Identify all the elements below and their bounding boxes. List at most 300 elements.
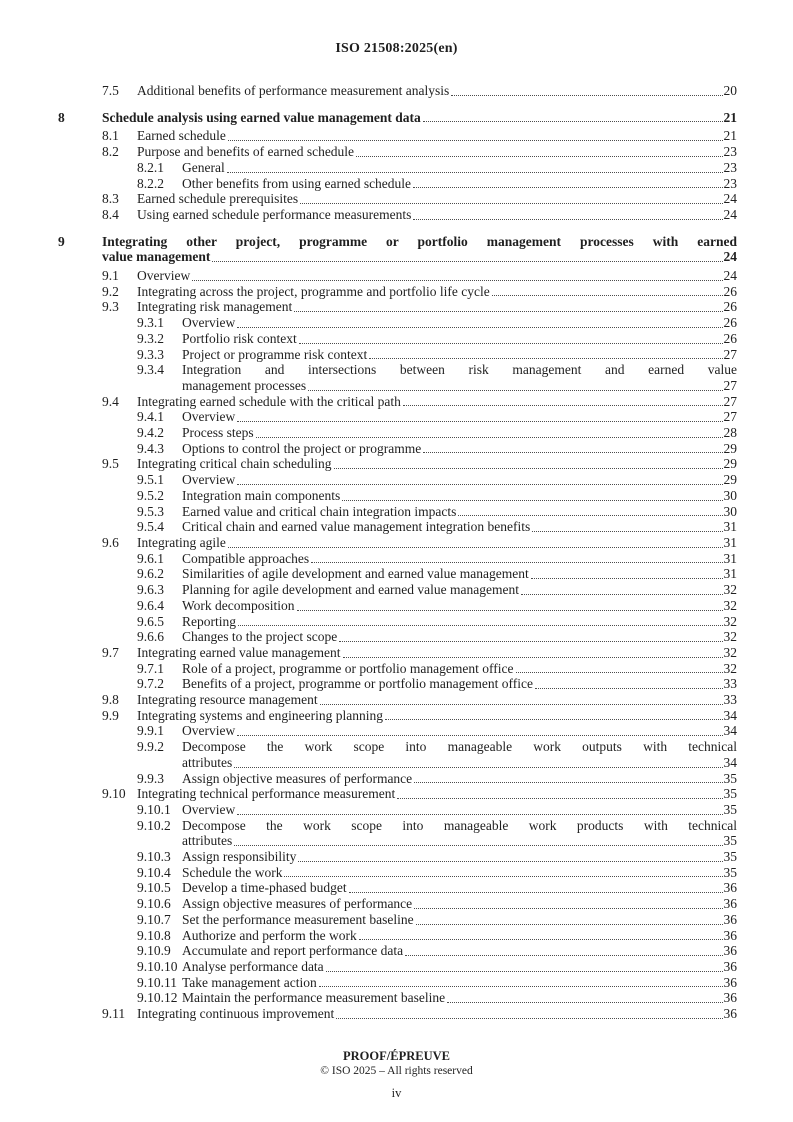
- toc-entry-last-line: [182, 504, 737, 520]
- toc-entry-title: Process steps: [182, 425, 254, 441]
- toc-entry-page: 23: [723, 175, 737, 191]
- toc-entry-number: 9.10.10: [137, 958, 178, 974]
- toc-entry-number: 9.3.3: [137, 346, 164, 362]
- toc-entry-body: [182, 160, 737, 176]
- toc-entry-last-line: [182, 943, 737, 959]
- dot-leader: [423, 452, 722, 453]
- toc-entry[interactable]: [58, 723, 737, 739]
- toc-entry-last-line: [182, 928, 737, 944]
- toc-entry-last-line: [182, 676, 737, 692]
- toc-entry-title: Assign objective measures of performance: [182, 896, 413, 912]
- toc-entry[interactable]: [58, 629, 737, 645]
- toc-entry[interactable]: [58, 425, 737, 441]
- toc-entry-page: 33: [723, 692, 737, 708]
- toc-entry[interactable]: [58, 409, 737, 425]
- toc-entry-number: 9.7.1: [137, 660, 164, 676]
- toc-entry-body: [137, 284, 737, 300]
- dot-leader: [535, 688, 723, 689]
- toc-entry[interactable]: [58, 234, 737, 265]
- toc-entry[interactable]: [58, 676, 737, 692]
- toc-entry-title: Set the performance measurement baseline: [182, 911, 414, 927]
- toc-entry-last-line: [182, 566, 737, 582]
- dot-leader: [414, 908, 722, 909]
- toc-entry-number: 8.2.1: [137, 159, 164, 175]
- toc-entry-title-line: Integration and intersections between risk management and earned value: [182, 362, 737, 378]
- toc-entry-body: [182, 614, 737, 630]
- toc-entry-body: [102, 110, 737, 126]
- toc-entry[interactable]: [58, 191, 737, 207]
- toc-entry-last-line: [182, 896, 737, 912]
- toc-entry-body: [137, 786, 737, 802]
- toc-entry-last-line: [137, 786, 737, 802]
- toc-entry-last-line: [182, 582, 737, 598]
- toc-entry-body: [182, 896, 737, 912]
- toc-entry-body: [182, 943, 737, 959]
- toc-entry-title-line: Decompose the work scope into manageable work products with technical: [182, 817, 737, 833]
- toc-entry-body: [137, 708, 737, 724]
- dot-leader: [326, 971, 723, 972]
- toc-entry-title: Integrating critical chain scheduling: [137, 456, 332, 472]
- toc-entry-body: [182, 990, 737, 1006]
- toc-entry-last-line: [182, 614, 737, 630]
- toc-entry-last-line: [182, 331, 737, 347]
- toc-entry[interactable]: [58, 818, 737, 849]
- toc-entry-number: 9.6.5: [137, 613, 164, 629]
- toc-entry-title: Overview: [182, 315, 236, 331]
- toc-entry-number: 8.2.2: [137, 175, 164, 191]
- toc-entry-title: General: [182, 159, 225, 175]
- toc-entry-page: 23: [723, 144, 737, 160]
- toc-entry-page: 35: [723, 849, 737, 865]
- toc-entry[interactable]: [58, 849, 737, 865]
- toc-entry-page: 29: [723, 472, 737, 488]
- toc-entry-last-line: [182, 990, 737, 1006]
- toc-entry-page: 24: [723, 249, 737, 265]
- toc-entry-last-line: [137, 692, 737, 708]
- toc-entry-page: 31: [723, 534, 737, 550]
- toc-entry-last-line: [182, 661, 737, 677]
- toc-entry-last-line: [182, 598, 737, 614]
- toc-entry-body: [182, 661, 737, 677]
- toc-entry-title: Using earned schedule performance measurements: [137, 206, 412, 222]
- dot-leader: [237, 421, 722, 422]
- toc-entry-number: 9.6.6: [137, 629, 164, 645]
- dot-leader: [308, 390, 722, 391]
- toc-entry[interactable]: [58, 110, 737, 126]
- toc-entry-number: 9.10.12: [137, 990, 178, 1006]
- toc-entry-number: 9.6.2: [137, 566, 164, 582]
- toc-entry[interactable]: [58, 551, 737, 567]
- toc-entry[interactable]: [58, 771, 737, 787]
- dot-leader: [397, 798, 722, 799]
- toc-entry-page: 36: [723, 958, 737, 974]
- toc-entry-page: 27: [723, 393, 737, 409]
- toc-entry[interactable]: [58, 299, 737, 315]
- toc-entry[interactable]: [58, 990, 737, 1006]
- toc-entry-last-line: [182, 315, 737, 331]
- toc-entry-number: 9.5.2: [137, 487, 164, 503]
- toc-entry-number: 9.3.4: [137, 362, 164, 378]
- toc-entry[interactable]: [58, 739, 737, 770]
- toc-entry-number: 9.3.1: [137, 315, 164, 331]
- toc-entry-number: 9.9.3: [137, 770, 164, 786]
- toc-entry-body: [182, 739, 737, 770]
- toc-entry-page: 21: [723, 109, 737, 125]
- document-header: ISO 21508:2025(en): [335, 41, 458, 56]
- toc-entry-title: Project or programme risk context: [182, 346, 368, 362]
- toc-entry-body: [182, 849, 737, 865]
- toc-entry[interactable]: [58, 441, 737, 457]
- toc-entry-page: 35: [723, 786, 737, 802]
- document-footer: [0, 1048, 793, 1101]
- toc-entry[interactable]: [58, 160, 737, 176]
- toc-entry-last-line: [137, 708, 737, 724]
- toc-entry[interactable]: [58, 802, 737, 818]
- toc-entry-title: Maintain the performance measurement baseline: [182, 990, 446, 1006]
- toc-entry-body: [182, 488, 737, 504]
- toc-entry[interactable]: [58, 582, 737, 598]
- toc-entry-title: Additional benefits of performance measurement analysis: [137, 83, 450, 98]
- dot-leader: [403, 405, 723, 406]
- toc-entry-page: 20: [723, 83, 737, 98]
- dot-leader: [238, 625, 723, 626]
- toc-entry-body: [182, 928, 737, 944]
- dot-leader: [458, 515, 722, 516]
- toc-entry-title: Integrating agile: [137, 534, 226, 550]
- toc-entry-last-line: [182, 378, 737, 394]
- dot-leader: [349, 892, 723, 893]
- toc-entry-title: Earned value and critical chain integration impacts: [182, 503, 457, 519]
- toc-entry-body: [182, 959, 737, 975]
- toc-entry-body: [137, 535, 737, 551]
- toc-entry-title: management processes: [182, 377, 307, 393]
- toc-entry-title: Portfolio risk context: [182, 330, 297, 346]
- toc-entry[interactable]: [58, 896, 737, 912]
- toc-entry[interactable]: [58, 975, 737, 991]
- dot-leader: [237, 484, 722, 485]
- toc-entry-last-line: [182, 849, 737, 865]
- toc-entry[interactable]: [58, 519, 737, 535]
- toc-entry[interactable]: [58, 614, 737, 630]
- toc-entry-body: [182, 315, 737, 331]
- dot-leader: [423, 121, 723, 122]
- toc-entry-body: [137, 299, 737, 315]
- toc-entry-number: 9.6.1: [137, 550, 164, 566]
- toc-entry-number: 9.7: [102, 644, 119, 660]
- toc-entry-title: Schedule the work: [182, 864, 283, 880]
- toc-entry-page: 35: [723, 770, 737, 786]
- toc-entry-page: 31: [723, 519, 737, 535]
- dot-leader: [311, 562, 722, 563]
- toc-entry-last-line: [182, 409, 737, 425]
- toc-entry-body: [182, 362, 737, 393]
- dot-leader: [451, 95, 722, 96]
- toc-entry-page: 32: [723, 582, 737, 598]
- toc-entry[interactable]: [58, 83, 737, 99]
- toc-entry-page: 32: [723, 613, 737, 629]
- toc-entry-body: [182, 519, 737, 535]
- dot-leader: [531, 578, 723, 579]
- toc-entry-last-line: [182, 802, 737, 818]
- toc-entry-body: [137, 207, 737, 223]
- toc-entry-last-line: [182, 833, 737, 849]
- toc-entry-body: [182, 975, 737, 991]
- toc-entry[interactable]: [58, 1006, 737, 1022]
- dot-leader: [299, 343, 723, 344]
- toc-entry-body: [182, 818, 737, 849]
- toc-entry-page: 36: [723, 1006, 737, 1022]
- toc-entry-last-line: [137, 394, 737, 410]
- toc-entry-number: 9.10.1: [137, 801, 171, 817]
- toc-entry[interactable]: [58, 708, 737, 724]
- toc-entry-body: [182, 582, 737, 598]
- toc-entry-page: 27: [723, 377, 737, 393]
- dot-leader: [342, 500, 722, 501]
- toc-entry[interactable]: [58, 786, 737, 802]
- toc-entry[interactable]: [58, 207, 737, 223]
- toc-entry-page: 26: [723, 283, 737, 299]
- dot-leader: [237, 814, 722, 815]
- toc-entry-title: Benefits of a project, programme or portfolio management office: [182, 676, 533, 692]
- toc-entry[interactable]: [58, 128, 737, 144]
- toc-entry-page: 24: [723, 191, 737, 207]
- toc-entry-title: Integrating across the project, programme and portfolio life cycle: [137, 283, 490, 299]
- toc-entry-page: 28: [723, 425, 737, 441]
- toc-entry-page: 26: [723, 299, 737, 315]
- toc-entry[interactable]: [58, 645, 737, 661]
- toc-entry-body: [137, 191, 737, 207]
- toc-entry-last-line: [182, 723, 737, 739]
- toc-entry-title: Integrating risk management: [137, 299, 293, 315]
- toc-entry-number: 9.10.11: [137, 974, 177, 990]
- dot-leader: [237, 735, 722, 736]
- toc-entry-body: [102, 234, 737, 265]
- toc-entry-title: Accumulate and report performance data: [182, 943, 404, 959]
- toc-entry[interactable]: [58, 315, 737, 331]
- toc-entry-number: 9.10.5: [137, 880, 171, 896]
- toc-entry-number: 9.3: [102, 299, 119, 315]
- toc-entry-number: 9: [58, 233, 65, 249]
- toc-entry-title-line: Decompose the work scope into manageable work outputs with technical: [182, 739, 737, 755]
- toc-entry-page: 30: [723, 503, 737, 519]
- toc-entry-last-line: [137, 299, 737, 315]
- toc-entry-last-line: [137, 1006, 737, 1022]
- dot-leader: [416, 924, 723, 925]
- dot-leader: [319, 986, 723, 987]
- dot-leader: [192, 280, 722, 281]
- toc-entry[interactable]: [58, 284, 737, 300]
- dot-leader: [227, 172, 723, 173]
- toc-entry-body: [137, 645, 737, 661]
- toc-entry-title: Integrating continuous improvement: [137, 1006, 335, 1022]
- toc-entry-page: 36: [723, 943, 737, 959]
- toc-entry-last-line: [137, 207, 737, 223]
- toc-entry-number: 9.10.7: [137, 911, 171, 927]
- toc-entry[interactable]: [58, 912, 737, 928]
- toc-entry-number: 7.5: [102, 83, 119, 98]
- toc-entry[interactable]: [58, 959, 737, 975]
- toc-entry-page: 23: [723, 159, 737, 175]
- toc-entry-title: Overview: [137, 268, 191, 284]
- toc-entry-body: [182, 551, 737, 567]
- toc-entry-page: 32: [723, 644, 737, 660]
- toc-entry-page: 26: [723, 315, 737, 331]
- dot-leader: [320, 704, 723, 705]
- toc-entry-last-line: [137, 191, 737, 207]
- toc-entry-last-line: [182, 519, 737, 535]
- toc-entry[interactable]: [58, 504, 737, 520]
- toc-entry-title: attributes: [182, 754, 233, 770]
- toc-entry-page: 26: [723, 330, 737, 346]
- toc-entry-body: [182, 472, 737, 488]
- toc-entry-title: Integrating systems and engineering planning: [137, 707, 383, 723]
- toc-entry[interactable]: [58, 347, 737, 363]
- toc-entry-page: 35: [723, 801, 737, 817]
- toc-entry-page: 35: [723, 833, 737, 849]
- toc-entry-number: 9.2: [102, 283, 119, 299]
- toc-entry-title: Earned schedule: [137, 128, 226, 144]
- toc-entry-title: Integrating resource management: [137, 692, 318, 708]
- toc-entry-body: [137, 456, 737, 472]
- dot-leader: [256, 437, 723, 438]
- toc-entry[interactable]: [58, 928, 737, 944]
- toc-entry-title: Other benefits from using earned schedule: [182, 175, 412, 191]
- toc-entry[interactable]: [58, 362, 737, 393]
- toc-entry-number: 8.2: [102, 144, 119, 160]
- toc-entry-body: [182, 566, 737, 582]
- toc-entry-last-line: [137, 268, 737, 284]
- dot-leader: [284, 876, 722, 877]
- toc-entry-number: 9.5.3: [137, 503, 164, 519]
- toc-entry[interactable]: [58, 472, 737, 488]
- toc-entry-last-line: [182, 912, 737, 928]
- toc-entry[interactable]: [58, 144, 737, 160]
- toc-entry-body: [182, 723, 737, 739]
- toc-entry[interactable]: [58, 692, 737, 708]
- toc-entry-number: 9.1: [102, 268, 119, 284]
- toc-entry-title: Integrating earned value management: [137, 644, 341, 660]
- toc: [58, 83, 737, 1022]
- dot-leader: [294, 311, 722, 312]
- toc-entry-title: Take management action: [182, 974, 317, 990]
- toc-entry-page: 29: [723, 440, 737, 456]
- toc-entry-title: Earned schedule prerequisites: [137, 191, 299, 207]
- toc-entry-number: 9.6: [102, 534, 119, 550]
- toc-entry[interactable]: [58, 176, 737, 192]
- toc-entry-number: 9.6.4: [137, 597, 164, 613]
- toc-entry-title: Authorize and perform the work: [182, 927, 357, 943]
- dot-leader: [339, 641, 722, 642]
- dot-leader: [414, 782, 722, 783]
- toc-entry-number: 8.4: [102, 206, 119, 222]
- toc-entry[interactable]: [58, 943, 737, 959]
- dot-leader: [359, 939, 723, 940]
- toc-entry[interactable]: [58, 268, 737, 284]
- toc-entry-title: Integrating earned schedule with the critical path: [137, 393, 401, 409]
- toc-entry-number: 9.5: [102, 456, 119, 472]
- dot-leader: [237, 327, 722, 328]
- toc-entry-last-line: [102, 110, 737, 126]
- toc-entry[interactable]: [58, 394, 737, 410]
- toc-entry-page: 35: [723, 864, 737, 880]
- dot-leader: [516, 672, 723, 673]
- toc-entry-last-line: [182, 865, 737, 881]
- toc-entry-last-line: [182, 771, 737, 787]
- toc-entry[interactable]: [58, 488, 737, 504]
- toc-entry-number: 9.10: [102, 786, 126, 802]
- toc-entry-last-line: [137, 645, 737, 661]
- dot-leader: [228, 547, 723, 548]
- page-number: iv: [391, 1086, 402, 1100]
- toc-entry-number: 8: [58, 109, 65, 125]
- toc-entry-page: 33: [723, 676, 737, 692]
- toc-entry-last-line: [182, 176, 737, 192]
- toc-entry[interactable]: [58, 661, 737, 677]
- toc-entry-page: 34: [723, 723, 737, 739]
- toc-entry-body: [182, 331, 737, 347]
- toc-entry-body: [182, 629, 737, 645]
- dot-leader: [234, 767, 722, 768]
- toc-entry-title: Assign objective measures of performance: [182, 770, 413, 786]
- toc-entry[interactable]: [58, 535, 737, 551]
- toc-entry-number: 9.3.2: [137, 330, 164, 346]
- toc-entry-body: [137, 268, 737, 284]
- toc-entry-number: 9.9: [102, 707, 119, 723]
- toc-entry-body: [182, 504, 737, 520]
- dot-leader: [343, 657, 723, 658]
- toc-entry-last-line: [137, 128, 737, 144]
- toc-entry-title: Overview: [182, 801, 236, 817]
- dot-leader: [334, 468, 723, 469]
- toc-entry-title: Analyse performance data: [182, 958, 324, 974]
- toc-entry[interactable]: [58, 566, 737, 582]
- toc-entry-title: Compatible approaches: [182, 550, 310, 566]
- dot-leader: [228, 140, 723, 141]
- toc-entry-title: value management: [102, 249, 211, 265]
- toc-entry-body: [137, 83, 737, 99]
- toc-entry-last-line: [137, 456, 737, 472]
- toc-entry-body: [137, 144, 737, 160]
- toc-entry-title: Planning for agile development and earned value management: [182, 582, 519, 598]
- toc-entry-page: 24: [723, 206, 737, 222]
- toc-entry-page: 27: [723, 346, 737, 362]
- toc-entry-last-line: [182, 975, 737, 991]
- toc-entry-title: Role of a project, programme or portfolio management office: [182, 660, 514, 676]
- toc-entry-number: 9.6.3: [137, 582, 164, 598]
- toc-entry[interactable]: [58, 598, 737, 614]
- toc-entry-last-line: [137, 284, 737, 300]
- toc-entry-body: [182, 347, 737, 363]
- toc-entry-last-line: [182, 959, 737, 975]
- toc-entry-number: 9.4.3: [137, 440, 164, 456]
- toc-entry-page: 27: [723, 409, 737, 425]
- toc-entry-last-line: [182, 347, 737, 363]
- toc-entry[interactable]: [58, 880, 737, 896]
- dot-leader: [234, 845, 722, 846]
- toc-entry-title: Reporting: [182, 613, 236, 629]
- toc-entry-page: 31: [723, 566, 737, 582]
- toc-entry-page: 29: [723, 456, 737, 472]
- copyright-notice: © ISO 2025 – All rights reserved: [320, 1065, 473, 1077]
- proof-label: PROOF/ÉPREUVE: [343, 1049, 450, 1063]
- toc-entry-title: Schedule analysis using earned value management data: [102, 109, 421, 125]
- toc-entry-last-line: [182, 755, 737, 771]
- toc-entry-number: 9.4.1: [137, 409, 164, 425]
- toc-entry[interactable]: [58, 331, 737, 347]
- toc-entry[interactable]: [58, 865, 737, 881]
- toc-entry[interactable]: [58, 456, 737, 472]
- toc-entry-title-line: Integrating other project, programme or portfolio management processes with earned: [102, 233, 737, 249]
